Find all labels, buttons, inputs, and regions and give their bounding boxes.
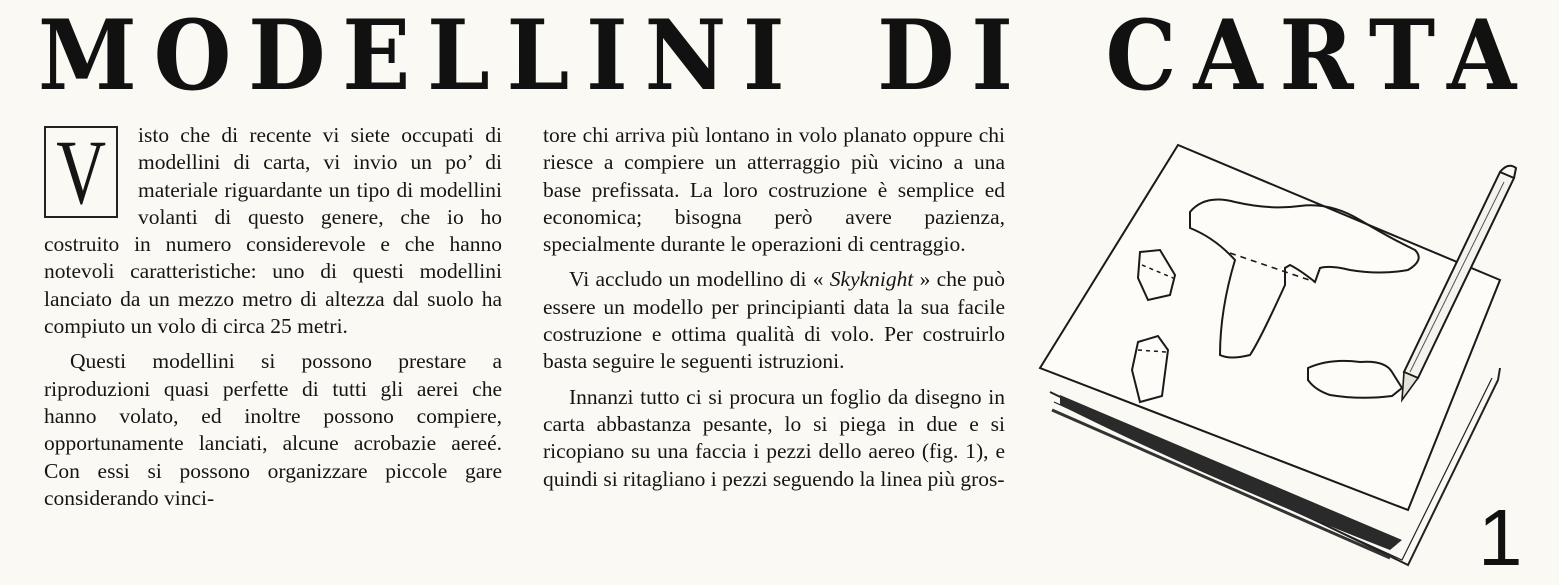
paragraph-1-text: isto che di recente vi siete occupati di modellini di carta, vi invio un po’ di materiale riguardante un tipo di modellini volanti di questo genere, che io ho costruito in numero considerevole e che hanno notevoli caratteristiche: uno di questi modellini lanciato da un mezzo metro di altezza dal suolo ha compiuto un volo di circa 25 metri. — [44, 123, 502, 339]
paragraph-1 — [44, 122, 502, 340]
text-column-2 — [543, 122, 1005, 493]
figure-number: 1 — [1478, 493, 1523, 582]
article-title: MODELLINI DI CARTA — [38, 0, 1534, 112]
paper-sheet-illustration — [1030, 110, 1535, 572]
text-column-1 — [44, 122, 502, 512]
paragraph-5: Innanzi tutto ci si procura un foglio da disegno in carta abbastanza pesante, lo si piega in due e si ricopiano su una faccia i pezzi dello aereo (fig. 1), e quindi si ritagliano i pezzi seguendo la linea più gros- — [543, 384, 1005, 491]
model-name: Skyknight — [829, 267, 914, 292]
drop-cap: V — [44, 126, 118, 218]
paragraph-4: Vi accludo un modellino di « Skyknight » che può essere un modello per principianti data la sua facile costruzione e ottima qualità di volo. Per costruirlo basta seguire le seguenti istruzioni. — [543, 267, 1005, 374]
paragraph-2: Questi modellini si possono prestare a riproduzioni quasi perfette di tutti gli aerei che hanno volato, ed inoltre possono compiere, opportunamente lanciati, alcune acrobazie aereé. Con essi si possono organizzare piccole gare considerando vinci- — [44, 349, 502, 510]
paragraph-3: tore chi arriva più lontano in volo planato oppure chi riesce a compiere un atterraggio più vicino a una base prefissata. La loro costruzione è semplice ed economica; bisogna però avere pazienza, specialmente durante le operazioni di centraggio. — [543, 123, 1005, 257]
